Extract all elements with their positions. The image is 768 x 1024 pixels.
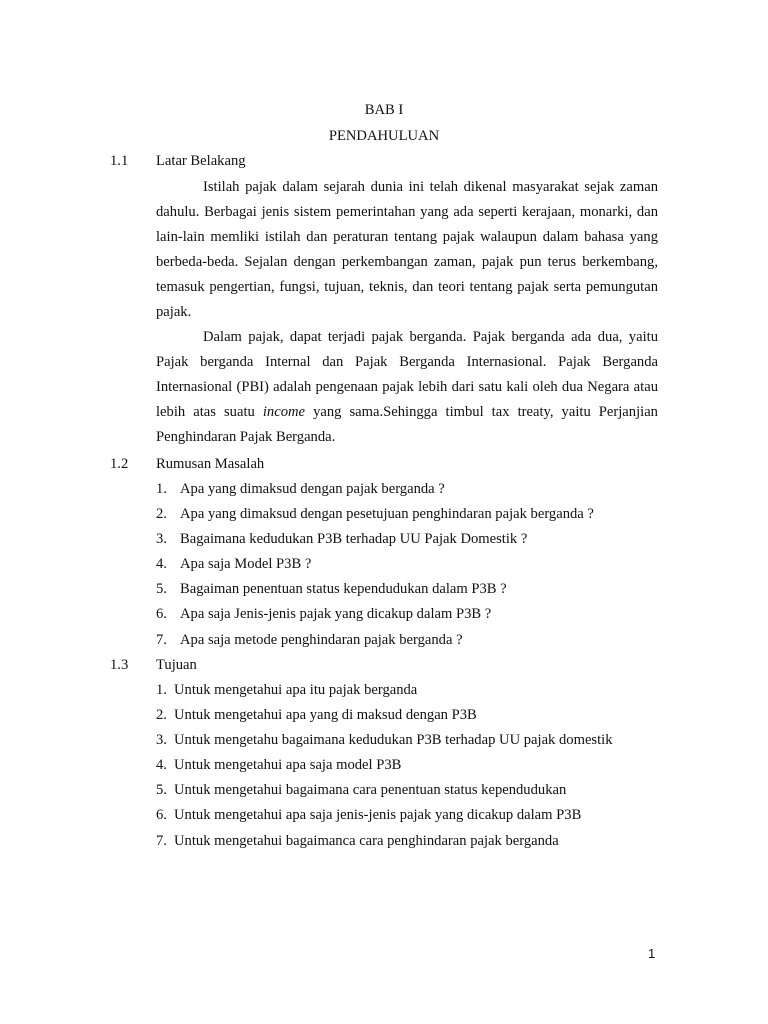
list-item: 7. Apa saja metode penghindaran pajak berganda ? [156,632,463,648]
list-item: 4. Apa saja Model P3B ? [156,556,312,572]
list-item: 6. Apa saja Jenis-jenis pajak yang dicakup dalam P3B ? [156,606,492,622]
section-title-tujuan: Tujuan [156,657,197,673]
list-item: 1. Apa yang dimaksud dengan pajak berganda ? [156,481,445,497]
list-item: 3. Untuk mengetahu bagaimana kedudukan P3B terhadap UU pajak domestik [156,732,613,748]
page-number: 1 [648,946,656,961]
list-item: 4. Untuk mengetahui apa saja model P3B [156,757,402,773]
chapter-label: BAB I [364,102,404,118]
italic-term: income [262,404,306,420]
section-title-rumusan-masalah: Rumusan Masalah [156,456,265,472]
section-number-1-3: 1.3 [110,657,129,673]
section-number-1-2: 1.2 [110,456,129,472]
section-number-1-1: 1.1 [110,153,129,169]
paragraph-latar-belakang-2: Dalam pajak, dapat terjadi pajak berganda. Pajak berganda ada dua, yaitu Pajak berganda Internal dan Pajak Berganda Internasional. Pajak Berganda Internasional (PBI) adalah pengenaan pajak lebih dari satu kali oleh dua Negara atau lebih atas suatu income yang sama.Sehingga timbul tax treaty, yaitu Perjanjian Penghindaran Pajak Berganda. [156,329,658,445]
list-item: 7. Untuk mengetahui bagaimanca cara penghindaran pajak berganda [156,833,559,849]
paragraph-latar-belakang-1: Istilah pajak dalam sejarah dunia ini telah dikenal masyarakat sejak zaman dahulu. Berbagai jenis sistem pemerintahan yang ada seperti kerajaan, monarki, dan lain-lain memliki istilah dan peraturan tentang pajak walaupun dalam bahasa yang berbeda-beda. Sejalan dengan perkembangan zaman, pajak pun terus berkembang, temasuk pengertian, fungsi, tujuan, teknis, dan teori tentang pajak serta pemungutan pajak. [156,179,658,320]
list-item: 5. Untuk mengetahui bagaimana cara penentuan status kependudukan [156,782,567,798]
list-item: 3. Bagaimana kedudukan P3B terhadap UU Pajak Domestik ? [156,531,528,547]
list-item: 2. Apa yang dimaksud dengan pesetujuan penghindaran pajak berganda ? [156,506,594,522]
section-title-latar-belakang: Latar Belakang [156,153,246,169]
list-item: 5. Bagaiman penentuan status kependudukan dalam P3B ? [156,581,507,597]
list-item: 2. Untuk mengetahui apa yang di maksud dengan P3B [156,707,477,723]
list-item: 6. Untuk mengetahui apa saja jenis-jenis pajak yang dicakup dalam P3B [156,807,582,823]
chapter-title: PENDAHULUAN [328,128,440,144]
list-item: 1. Untuk mengetahui apa itu pajak berganda [156,682,418,698]
